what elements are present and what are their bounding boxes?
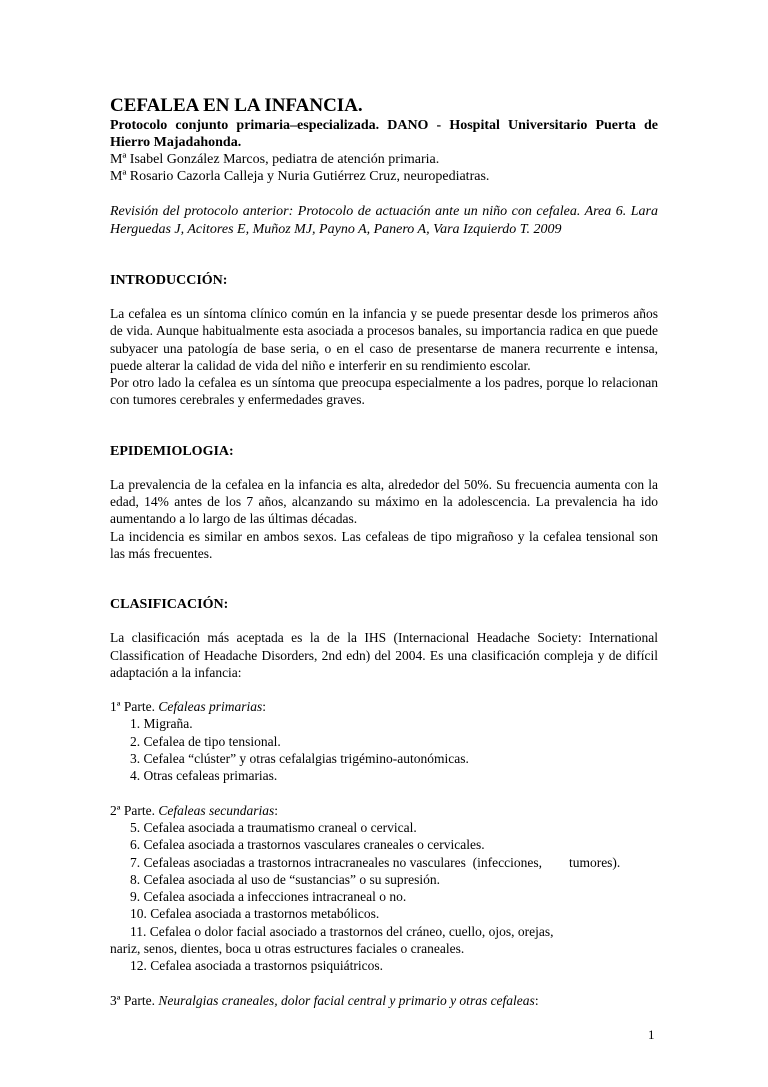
- part-2-prefix: 2ª Parte.: [110, 802, 159, 818]
- list-item: 7. Cefaleas asociadas a trastornos intracraneales no vasculares (infecciones, tumores).: [130, 854, 621, 870]
- introduccion-paragraph-1: La cefalea es un síntoma clínico común en la infancia y se puede presentar desde los primeros años de vida. Aunque habitualmente esta asociada a procesos banales, su importancia radica en que puede subyacer una patología de base seria, o en el caso de presentarse de manera recurrente e intensa, puede alterar la calidad de vida del niño e interferir en su rendimiento escolar.: [110, 306, 658, 373]
- previous-protocol-note: Revisión del protocolo anterior: Protocolo de actuación ante un niño con cefalea. Area 6. Lara Herguedas J, Acitores E, Muñoz MJ, Payno A, Panero A, Vara Izquierdo T. 2009: [110, 204, 658, 237]
- list-item: 5. Cefalea asociada a traumatismo craneal o cervical.: [130, 819, 417, 835]
- list-item: 12. Cefalea asociada a trastornos psiquiátricos.: [130, 958, 384, 974]
- part-1-prefix: 1ª Parte.: [110, 699, 159, 715]
- list-item: 1. Migraña.: [130, 716, 193, 732]
- part-1-name: Cefaleas primarias: [158, 699, 263, 715]
- document-title: CEFALEA EN LA INFANCIA.: [110, 95, 363, 116]
- part-3-heading: 3ª Parte. Neuralgias craneales, dolor facial central y primario y otras cefaleas:: [110, 992, 539, 1008]
- part-3-prefix: 3ª Parte.: [110, 992, 159, 1008]
- list-item: 4. Otras cefaleas primarias.: [130, 768, 278, 784]
- epidemiologia-paragraph-1: La prevalencia de la cefalea en la infancia es alta, alrededor del 50%. Su frecuencia aumenta con la edad, 14% antes de los 7 años, alcanzando su máximo en la adolescencia. La prevalencia ha ido aumentando a lo largo de las últimas décadas.: [110, 476, 658, 527]
- document-subtitle: Protocolo conjunto primaria–especializada. DANO - Hospital Universitario Puerta de Hierro Majadahonda.: [110, 118, 658, 150]
- list-item: 10. Cefalea asociada a trastornos metabólicos.: [130, 906, 380, 922]
- list-item-continuation: nariz, senos, dientes, boca u otras estructures faciales o craneales.: [110, 941, 465, 957]
- section-heading-clasificacion: CLASIFICACIÓN:: [110, 597, 229, 613]
- part-3-name: Neuralgias craneales, dolor facial central y primario y otras cefaleas: [158, 992, 535, 1008]
- author-line-2: Mª Rosario Cazorla Calleja y Nuria Gutiérrez Cruz, neuropediatras.: [110, 169, 490, 184]
- section-heading-epidemiologia: EPIDEMIOLOGIA:: [110, 443, 234, 459]
- epidemiologia-paragraph-2: La incidencia es similar en ambos sexos. Las cefaleas de tipo migrañoso y la cefalea tensional son las más frecuentes.: [110, 528, 658, 561]
- list-item: 6. Cefalea asociada a trastornos vasculares craneales o cervicales.: [130, 837, 485, 853]
- list-item: 9. Cefalea asociada a infecciones intracraneal o no.: [130, 889, 407, 905]
- part-2-name: Cefaleas secundarias: [158, 802, 275, 818]
- list-item: 11. Cefalea o dolor facial asociado a trastornos del cráneo, cuello, ojos, orejas,: [130, 923, 554, 939]
- page-number: 1: [648, 1027, 655, 1042]
- list-item: 8. Cefalea asociada al uso de “sustancias” o su supresión.: [130, 871, 441, 887]
- document-page: [110, 95, 658, 1009]
- part-2-heading: 2ª Parte. Cefaleas secundarias:: [110, 802, 278, 818]
- introduccion-paragraph-2: Por otro lado la cefalea es un síntoma que preocupa especialmente a los padres, porque lo relacionan con tumores cerebrales y enfermedades graves.: [110, 375, 658, 408]
- part-1-heading: 1ª Parte. Cefaleas primarias:: [110, 699, 266, 715]
- section-heading-introduccion: INTRODUCCIÓN:: [110, 273, 228, 288]
- list-item: 2. Cefalea de tipo tensional.: [130, 733, 281, 749]
- list-item: 3. Cefalea “clúster” y otras cefalalgias trigémino-autonómicas.: [130, 751, 469, 767]
- clasificacion-intro: La clasificación más aceptada es la de la IHS (Internacional Headache Society: International Classification of Headache Disorders, 2nd edn) del 2004. Es una clasificación compleja y de difícil adaptación a la infancia:: [110, 630, 658, 680]
- author-line-1: Mª Isabel González Marcos, pediatra de atención primaria.: [110, 152, 440, 167]
